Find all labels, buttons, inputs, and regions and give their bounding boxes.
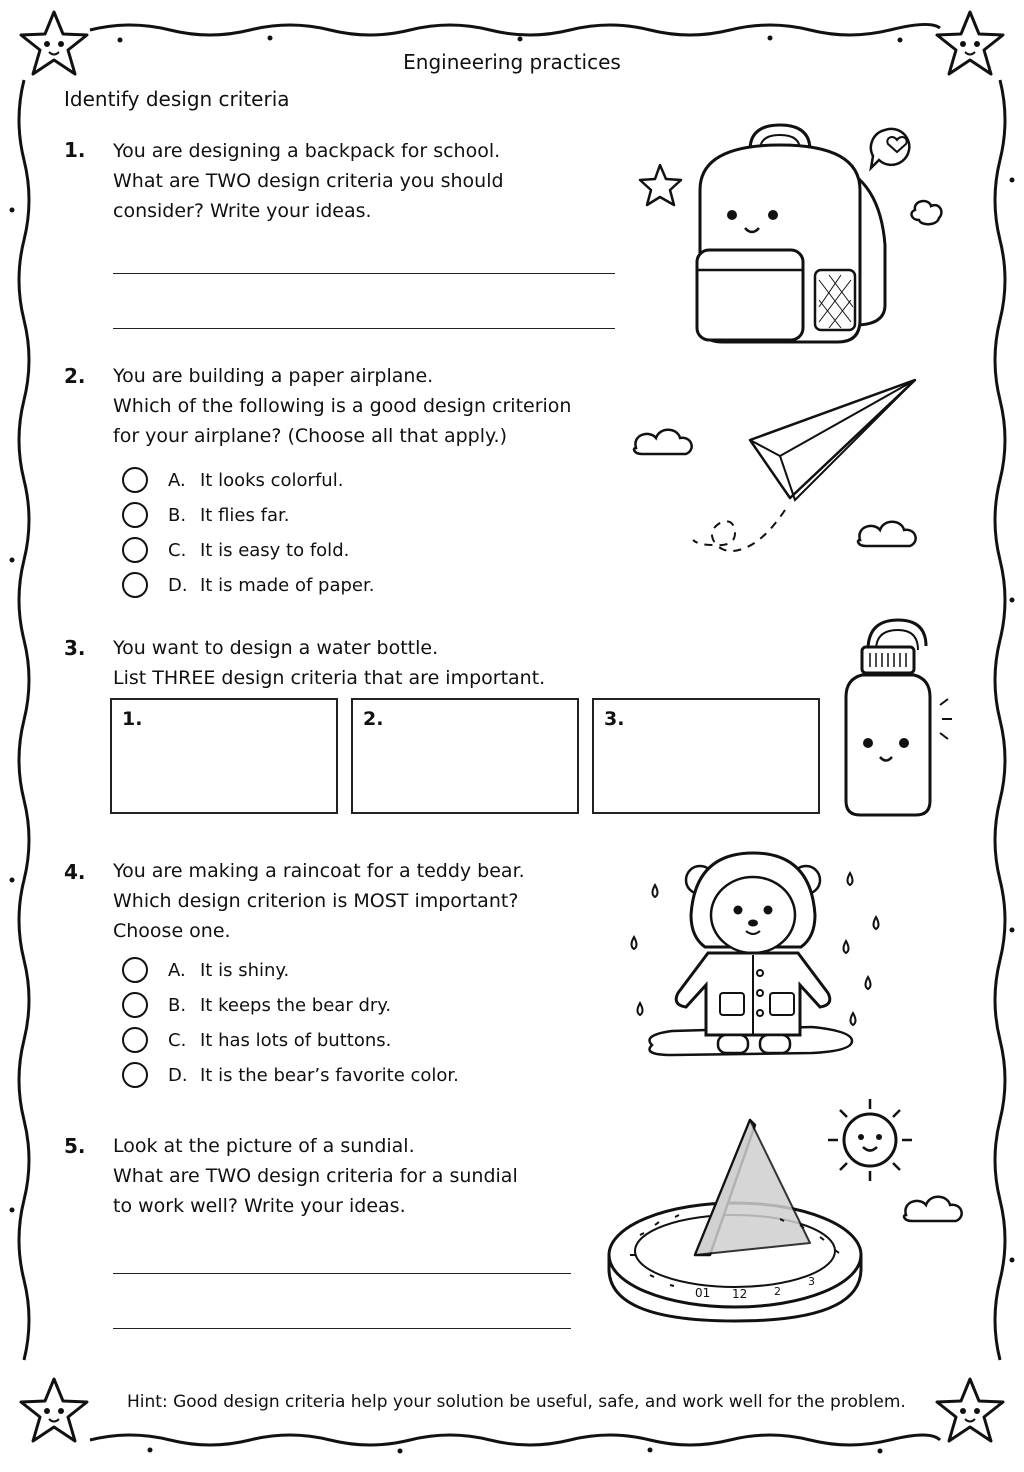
question-line: You are designing a backpack for school. [113, 140, 501, 162]
answer-line[interactable] [113, 1273, 571, 1274]
teddy-bear-raincoat-illustration [620, 845, 890, 1065]
sundial-illustration [600, 1115, 870, 1315]
sundial-number: 3 [808, 1275, 815, 1288]
option-letter: D. [168, 574, 188, 596]
question-line: You are building a paper airplane. [113, 365, 434, 387]
option-label: It keeps the bear dry. [200, 994, 392, 1016]
question-4-number: 4. [64, 860, 86, 884]
question-line: List THREE design criteria that are important. [113, 667, 546, 689]
question-5-text [113, 1131, 518, 1221]
answer-line[interactable] [113, 328, 615, 329]
option-a[interactable] [122, 465, 343, 495]
box-number: 1. [122, 708, 143, 730]
answer-box-1[interactable] [110, 698, 338, 814]
question-line: You are making a raincoat for a teddy bear. [113, 860, 525, 882]
option-label: It is easy to fold. [200, 539, 350, 561]
question-1-text [113, 136, 504, 226]
option-label: It has lots of buttons. [200, 1029, 392, 1051]
star-icon [930, 1375, 1010, 1445]
box-number: 2. [363, 708, 384, 730]
answer-line[interactable] [113, 1328, 571, 1329]
backpack-illustration [635, 110, 945, 350]
radio-button[interactable] [122, 1062, 148, 1088]
radio-button[interactable] [122, 572, 148, 598]
option-c[interactable] [122, 1025, 391, 1055]
answer-box-2[interactable] [351, 698, 579, 814]
star-icon [14, 1375, 94, 1445]
question-2-text [113, 361, 571, 451]
question-line: to work well? Write your ideas. [113, 1195, 406, 1217]
hint-text: Hint: Good design criteria help your solution be useful, safe, and work well for the problem. [127, 1392, 906, 1412]
option-letter: D. [168, 1064, 188, 1086]
paper-airplane-illustration [630, 370, 930, 570]
option-label: It looks colorful. [200, 469, 344, 491]
sundial-number: 12 [732, 1287, 748, 1301]
question-line: Choose one. [113, 920, 231, 942]
option-label: It is shiny. [200, 959, 290, 981]
answer-box-3[interactable] [592, 698, 820, 814]
water-bottle-illustration [840, 615, 960, 825]
question-1-number: 1. [64, 138, 86, 162]
option-a[interactable] [122, 955, 289, 985]
radio-button[interactable] [122, 957, 148, 983]
question-3-text [113, 633, 545, 693]
option-c[interactable] [122, 535, 349, 565]
option-label: It is the bear’s favorite color. [200, 1064, 459, 1086]
option-b[interactable] [122, 500, 289, 530]
option-letter: B. [168, 504, 187, 526]
radio-button[interactable] [122, 502, 148, 528]
question-4-text [113, 856, 525, 946]
question-5-number: 5. [64, 1134, 86, 1158]
option-label: It flies far. [200, 504, 290, 526]
sundial-number: 01 [695, 1286, 711, 1300]
option-letter: A. [168, 469, 186, 491]
option-letter: C. [168, 539, 187, 561]
question-line: What are TWO design criteria you should [113, 170, 504, 192]
option-b[interactable] [122, 990, 391, 1020]
page-subtitle: Identify design criteria [64, 87, 290, 111]
option-letter: A. [168, 959, 186, 981]
page-header: Engineering practices [403, 50, 621, 74]
option-letter: C. [168, 1029, 187, 1051]
question-line: Look at the picture of a sundial. [113, 1135, 415, 1157]
question-line: Which design criterion is MOST important? [113, 890, 519, 912]
question-line: consider? Write your ideas. [113, 200, 372, 222]
question-line: You want to design a water bottle. [113, 637, 439, 659]
radio-button[interactable] [122, 537, 148, 563]
option-letter: B. [168, 994, 187, 1016]
option-d[interactable] [122, 570, 374, 600]
question-2-number: 2. [64, 364, 86, 388]
question-line: for your airplane? (Choose all that apply.) [113, 425, 507, 447]
radio-button[interactable] [122, 467, 148, 493]
question-line: What are TWO design criteria for a sundial [113, 1165, 518, 1187]
radio-button[interactable] [122, 992, 148, 1018]
radio-button[interactable] [122, 1027, 148, 1053]
question-line: Which of the following is a good design criterion [113, 395, 572, 417]
option-label: It is made of paper. [200, 574, 375, 596]
question-3-number: 3. [64, 636, 86, 660]
option-d[interactable] [122, 1060, 459, 1090]
answer-line[interactable] [113, 273, 615, 274]
sundial-number: 2 [774, 1285, 781, 1298]
box-number: 3. [604, 708, 625, 730]
